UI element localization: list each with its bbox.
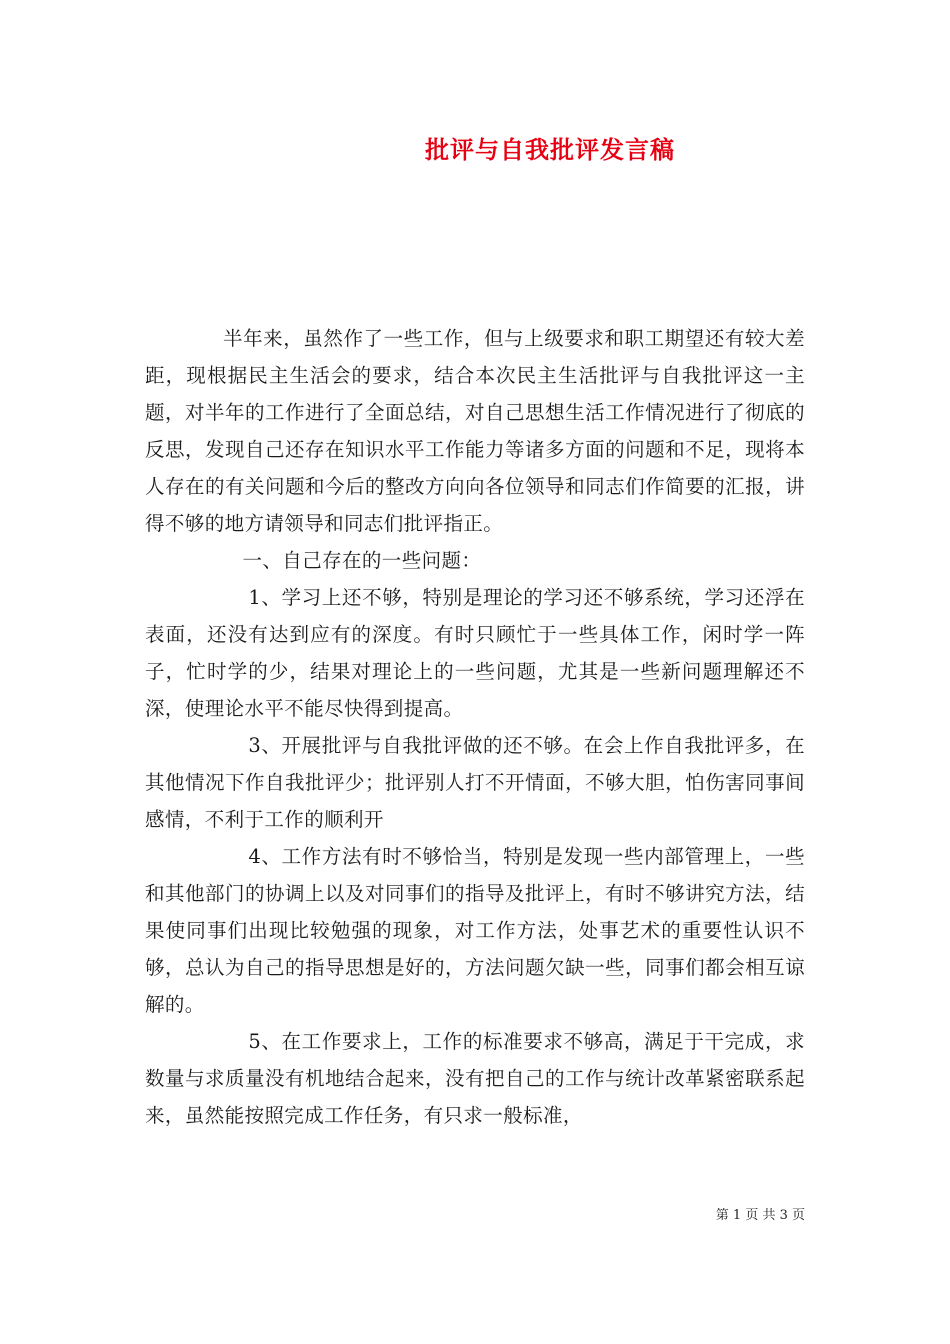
paragraph-item-5: 5、在工作要求上，工作的标准要求不够高，满足于干完成，求数量与求质量没有机地结合起来，没有把自己的工作与统计改革紧密联系起来，虽然能按照完成工作任务，有只求一般标准，	[145, 1030, 805, 1127]
paragraph-intro: 半年来，虽然作了一些工作，但与上级要求和职工期望还有较大差距，现根据民主生活会的要求，结合本次民主生活批评与自我批评这一主题，对半年的工作进行了全面总结，对自己思想生活工作情况进行了彻底的反思，发现自己还存在知识水平工作能力等诸多方面的问题和不足，现将本人存在的有关问题和今后的整改方向向各位领导和同志们作简要的汇报，讲得不够的地方请领导和同志们批评指正。	[145, 327, 805, 535]
paragraph-item-1: 1、学习上还不够，特别是理论的学习还不够系统，学习还浮在表面，还没有达到应有的深度。有时只顾忙于一些具体工作，闲时学一阵子，忙时学的少，结果对理论上的一些问题，尤其是一些新问题理解还不深，使理论水平不能尽快得到提高。	[145, 586, 805, 720]
page-number-footer: 第 1 页 共 3 页	[715, 1208, 805, 1223]
document-body	[145, 320, 805, 1134]
paragraph-item-3: 3、开展批评与自我批评做的还不够。在会上作自我批评多，在其他情况下作自我批评少；批评别人打不开情面，不够大胆，怕伤害同事间感情，不利于工作的顺利开	[145, 734, 805, 831]
paragraph-item-4: 4、工作方法有时不够恰当，特别是发现一些内部管理上，一些和其他部门的协调上以及对同事们的指导及批评上，有时不够讲究方法，结果使同事们出现比较勉强的现象，对工作方法，处事艺术的重要性认识不够，总认为自己的指导思想是好的，方法问题欠缺一些，同事们都会相互谅解的。	[145, 845, 805, 1016]
section-heading: 一、自己存在的一些问题：	[242, 549, 482, 572]
document-title: 批评与自我批评发言稿	[425, 135, 675, 164]
